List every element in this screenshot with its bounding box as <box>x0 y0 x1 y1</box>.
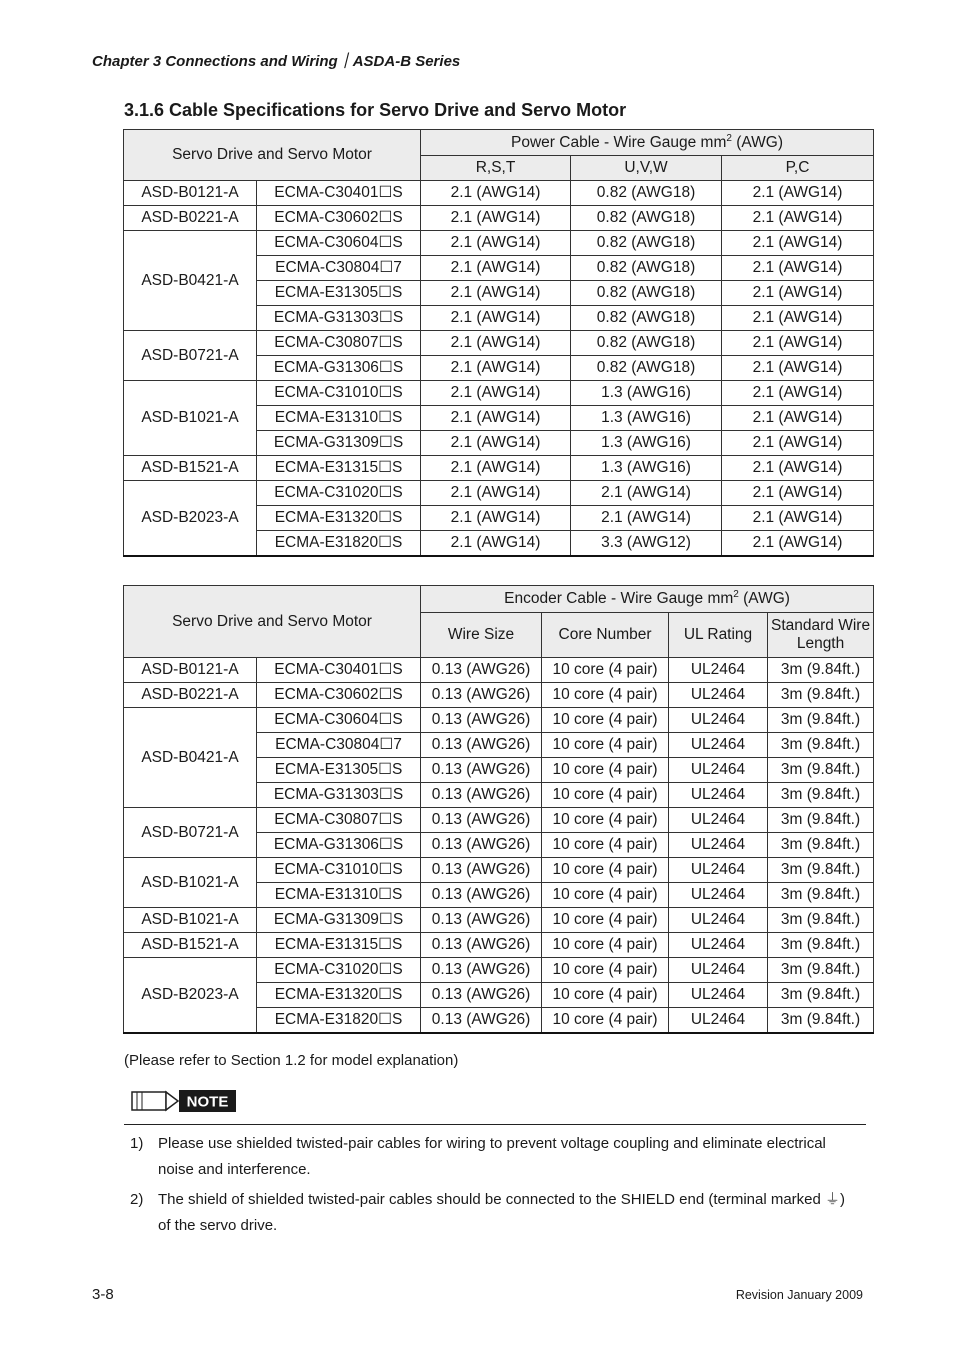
note-item-1 <box>130 1131 850 1183</box>
spec-cell: 3m (9.84ft.) <box>768 733 874 758</box>
table-row <box>124 231 874 256</box>
motor-model-cell: ECMA-E31315☐S <box>257 456 421 481</box>
table-row <box>124 908 874 933</box>
table-row <box>124 858 874 883</box>
column-header: U,V,W <box>571 156 722 181</box>
encoder-cable-table <box>123 585 874 1034</box>
spec-cell: UL2464 <box>669 708 768 733</box>
spec-cell: 0.13 (AWG26) <box>421 933 542 958</box>
spec-cell: 2.1 (AWG14) <box>722 331 874 356</box>
spec-cell: 10 core (4 pair) <box>542 933 669 958</box>
spec-cell: 2.1 (AWG14) <box>722 506 874 531</box>
table-row <box>124 933 874 958</box>
cable-header-sup: 2 <box>733 588 739 600</box>
chapter-header: Chapter 3 Connections and Wiring｜ASDA-B Series <box>92 53 461 70</box>
motor-model-cell: ECMA-C30602☐S <box>257 206 421 231</box>
motor-model-cell: ECMA-C30604☐S <box>257 708 421 733</box>
drive-model-cell: ASD-B0121-A <box>124 181 257 206</box>
spec-cell: 10 core (4 pair) <box>542 683 669 708</box>
column-header: Core Number <box>542 613 669 658</box>
spec-cell: 10 core (4 pair) <box>542 908 669 933</box>
cable-header-text: Power Cable - Wire Gauge mm <box>511 133 727 151</box>
table-row <box>124 481 874 506</box>
note-item-number: 2) <box>130 1191 144 1208</box>
spec-cell: 2.1 (AWG14) <box>722 381 874 406</box>
note-badge-icon <box>131 1089 237 1113</box>
page-number: 3-8 <box>92 1286 114 1303</box>
spec-cell: 0.13 (AWG26) <box>421 808 542 833</box>
motor-model-cell: ECMA-C30401☐S <box>257 181 421 206</box>
spec-cell: 2.1 (AWG14) <box>421 306 571 331</box>
drive-model-cell: ASD-B0421-A <box>124 708 257 808</box>
motor-model-cell: ECMA-G31303☐S <box>257 306 421 331</box>
drive-model-cell: ASD-B2023-A <box>124 958 257 1033</box>
motor-model-cell: ECMA-E31305☐S <box>257 281 421 306</box>
spec-cell: 0.13 (AWG26) <box>421 908 542 933</box>
table-row <box>124 658 874 683</box>
spec-cell: 0.13 (AWG26) <box>421 733 542 758</box>
spec-cell: 0.13 (AWG26) <box>421 758 542 783</box>
spec-cell: 0.13 (AWG26) <box>421 883 542 908</box>
spec-cell: 2.1 (AWG14) <box>722 231 874 256</box>
spec-cell: 0.82 (AWG18) <box>571 306 722 331</box>
spec-cell: UL2464 <box>669 958 768 983</box>
spec-cell: 3m (9.84ft.) <box>768 908 874 933</box>
spec-cell: 0.13 (AWG26) <box>421 708 542 733</box>
header-row <box>124 130 874 156</box>
column-header: Standard Wire Length <box>768 613 874 658</box>
motor-model-cell: ECMA-C30804☐7 <box>257 733 421 758</box>
cable-header-unit: (AWG) <box>731 133 784 151</box>
spec-cell: 2.1 (AWG14) <box>421 231 571 256</box>
drive-model-cell: ASD-B0421-A <box>124 231 257 331</box>
spec-cell: 2.1 (AWG14) <box>421 431 571 456</box>
spec-cell: 3m (9.84ft.) <box>768 983 874 1008</box>
spec-cell: 2.1 (AWG14) <box>421 381 571 406</box>
spec-cell: UL2464 <box>669 933 768 958</box>
spec-cell: 3m (9.84ft.) <box>768 883 874 908</box>
spec-cell: 2.1 (AWG14) <box>722 256 874 281</box>
spec-cell: 10 core (4 pair) <box>542 758 669 783</box>
motor-model-cell: ECMA-C30807☐S <box>257 331 421 356</box>
table-row <box>124 958 874 983</box>
note-item-text: The shield of shielded twisted-pair cables should be connected to the SHIELD end (terminal marked ⏚) of the servo drive. <box>158 1191 846 1234</box>
motor-model-cell: ECMA-C31010☐S <box>257 381 421 406</box>
spec-cell: 0.82 (AWG18) <box>571 181 722 206</box>
spec-cell: 2.1 (AWG14) <box>722 481 874 506</box>
spec-cell: 3m (9.84ft.) <box>768 658 874 683</box>
spec-cell: 0.82 (AWG18) <box>571 206 722 231</box>
revision-date: Revision January 2009 <box>735 1288 863 1302</box>
spec-cell: 3m (9.84ft.) <box>768 933 874 958</box>
spec-cell: 2.1 (AWG14) <box>722 281 874 306</box>
motor-model-cell: ECMA-C30804☐7 <box>257 256 421 281</box>
spec-cell: 2.1 (AWG14) <box>421 206 571 231</box>
spec-cell: 2.1 (AWG14) <box>421 506 571 531</box>
column-header: P,C <box>722 156 874 181</box>
spec-cell: 10 core (4 pair) <box>542 983 669 1008</box>
spec-cell: 10 core (4 pair) <box>542 958 669 983</box>
spec-cell: UL2464 <box>669 658 768 683</box>
spec-cell: 3m (9.84ft.) <box>768 833 874 858</box>
motor-model-cell: ECMA-C31020☐S <box>257 481 421 506</box>
column-header: Wire Size <box>421 613 542 658</box>
spec-cell: 0.82 (AWG18) <box>571 231 722 256</box>
drive-model-cell: ASD-B0721-A <box>124 331 257 381</box>
motor-model-cell: ECMA-C30807☐S <box>257 808 421 833</box>
spec-cell: 3m (9.84ft.) <box>768 683 874 708</box>
spec-cell: 2.1 (AWG14) <box>421 406 571 431</box>
spec-cell: 0.13 (AWG26) <box>421 658 542 683</box>
table-row <box>124 708 874 733</box>
motor-model-cell: ECMA-G31306☐S <box>257 833 421 858</box>
drive-model-cell: ASD-B1521-A <box>124 456 257 481</box>
spec-cell: 0.82 (AWG18) <box>571 281 722 306</box>
group-header: Servo Drive and Servo Motor <box>124 130 421 181</box>
drive-model-cell: ASD-B1521-A <box>124 933 257 958</box>
spec-cell: 2.1 (AWG14) <box>421 331 571 356</box>
model-reference-note: (Please refer to Section 1.2 for model explanation) <box>124 1052 459 1069</box>
spec-cell: 0.13 (AWG26) <box>421 1008 542 1033</box>
spec-cell: 10 core (4 pair) <box>542 858 669 883</box>
spec-cell: 2.1 (AWG14) <box>722 206 874 231</box>
motor-model-cell: ECMA-E31310☐S <box>257 406 421 431</box>
cable-header <box>421 130 874 156</box>
spec-cell: 0.82 (AWG18) <box>571 256 722 281</box>
motor-model-cell: ECMA-G31306☐S <box>257 356 421 381</box>
spec-cell: 3m (9.84ft.) <box>768 758 874 783</box>
cable-header-text: Encoder Cable - Wire Gauge mm <box>504 590 734 607</box>
spec-cell: UL2464 <box>669 758 768 783</box>
cable-header-unit: (AWG) <box>738 590 790 607</box>
spec-cell: 10 core (4 pair) <box>542 733 669 758</box>
header-row <box>124 586 874 613</box>
spec-cell: 1.3 (AWG16) <box>571 406 722 431</box>
spec-cell: UL2464 <box>669 883 768 908</box>
spec-cell: 2.1 (AWG14) <box>421 281 571 306</box>
spec-cell: 2.1 (AWG14) <box>722 181 874 206</box>
spec-cell: 2.1 (AWG14) <box>421 531 571 556</box>
spec-cell: UL2464 <box>669 733 768 758</box>
spec-cell: 10 core (4 pair) <box>542 708 669 733</box>
motor-model-cell: ECMA-G31303☐S <box>257 783 421 808</box>
table-row <box>124 206 874 231</box>
spec-cell: 2.1 (AWG14) <box>421 481 571 506</box>
note-item-text: Please use shielded twisted-pair cables for wiring to prevent voltage coupling and eliminate electrical noise and interference. <box>158 1135 826 1178</box>
spec-cell: 2.1 (AWG14) <box>421 181 571 206</box>
spec-cell: 0.13 (AWG26) <box>421 958 542 983</box>
note-item-number: 1) <box>130 1135 144 1152</box>
spec-cell: 0.13 (AWG26) <box>421 683 542 708</box>
spec-cell: 1.3 (AWG16) <box>571 456 722 481</box>
motor-model-cell: ECMA-E31305☐S <box>257 758 421 783</box>
motor-model-cell: ECMA-E31320☐S <box>257 983 421 1008</box>
spec-cell: UL2464 <box>669 908 768 933</box>
spec-cell: 0.13 (AWG26) <box>421 858 542 883</box>
spec-cell: 2.1 (AWG14) <box>421 256 571 281</box>
spec-cell: 10 core (4 pair) <box>542 1008 669 1033</box>
spec-cell: 2.1 (AWG14) <box>722 306 874 331</box>
note-divider <box>124 1124 866 1125</box>
spec-cell: 0.82 (AWG18) <box>571 331 722 356</box>
spec-cell: UL2464 <box>669 808 768 833</box>
spec-cell: UL2464 <box>669 1008 768 1033</box>
motor-model-cell: ECMA-C31010☐S <box>257 858 421 883</box>
spec-cell: 10 core (4 pair) <box>542 808 669 833</box>
spec-cell: 2.1 (AWG14) <box>421 456 571 481</box>
spec-cell: 3m (9.84ft.) <box>768 783 874 808</box>
spec-cell: 3m (9.84ft.) <box>768 708 874 733</box>
table-row <box>124 181 874 206</box>
table-row <box>124 808 874 833</box>
spec-cell: 0.82 (AWG18) <box>571 356 722 381</box>
spec-cell: 2.1 (AWG14) <box>722 531 874 556</box>
table-row <box>124 331 874 356</box>
spec-cell: 0.13 (AWG26) <box>421 783 542 808</box>
spec-cell: 2.1 (AWG14) <box>722 456 874 481</box>
motor-model-cell: ECMA-C30401☐S <box>257 658 421 683</box>
spec-cell: 10 core (4 pair) <box>542 833 669 858</box>
motor-model-cell: ECMA-C31020☐S <box>257 958 421 983</box>
motor-model-cell: ECMA-E31315☐S <box>257 933 421 958</box>
drive-model-cell: ASD-B0221-A <box>124 683 257 708</box>
motor-model-cell: ECMA-G31309☐S <box>257 431 421 456</box>
motor-model-cell: ECMA-E31320☐S <box>257 506 421 531</box>
drive-model-cell: ASD-B1021-A <box>124 908 257 933</box>
spec-cell: 2.1 (AWG14) <box>722 406 874 431</box>
motor-model-cell: ECMA-C30604☐S <box>257 231 421 256</box>
spec-cell: 2.1 (AWG14) <box>722 431 874 456</box>
drive-model-cell: ASD-B1021-A <box>124 381 257 456</box>
spec-cell: UL2464 <box>669 833 768 858</box>
spec-cell: 3.3 (AWG12) <box>571 531 722 556</box>
section-title: 3.1.6 Cable Specifications for Servo Drive and Servo Motor <box>124 100 627 120</box>
drive-model-cell: ASD-B1021-A <box>124 858 257 908</box>
spec-cell: 0.13 (AWG26) <box>421 833 542 858</box>
spec-cell: 3m (9.84ft.) <box>768 808 874 833</box>
table-row <box>124 456 874 481</box>
motor-model-cell: ECMA-G31309☐S <box>257 908 421 933</box>
spec-cell: 2.1 (AWG14) <box>571 506 722 531</box>
spec-cell: 10 core (4 pair) <box>542 658 669 683</box>
group-header: Servo Drive and Servo Motor <box>124 586 421 658</box>
motor-model-cell: ECMA-E31820☐S <box>257 531 421 556</box>
spec-cell: 2.1 (AWG14) <box>571 481 722 506</box>
note-badge-label: NOTE <box>186 1093 229 1111</box>
cable-header <box>421 586 874 613</box>
spec-cell: UL2464 <box>669 783 768 808</box>
spec-cell: 2.1 (AWG14) <box>722 356 874 381</box>
cable-header-sup: 2 <box>726 132 732 144</box>
spec-cell: UL2464 <box>669 983 768 1008</box>
drive-model-cell: ASD-B0221-A <box>124 206 257 231</box>
spec-cell: 10 core (4 pair) <box>542 783 669 808</box>
spec-cell: 3m (9.84ft.) <box>768 1008 874 1033</box>
drive-model-cell: ASD-B0721-A <box>124 808 257 858</box>
column-header: UL Rating <box>669 613 768 658</box>
column-header: R,S,T <box>421 156 571 181</box>
spec-cell: 0.13 (AWG26) <box>421 983 542 1008</box>
spec-cell: 1.3 (AWG16) <box>571 381 722 406</box>
spec-cell: UL2464 <box>669 683 768 708</box>
drive-model-cell: ASD-B0121-A <box>124 658 257 683</box>
spec-cell: 3m (9.84ft.) <box>768 858 874 883</box>
spec-cell: 10 core (4 pair) <box>542 883 669 908</box>
power-cable-table <box>123 129 874 557</box>
spec-cell: 1.3 (AWG16) <box>571 431 722 456</box>
motor-model-cell: ECMA-E31820☐S <box>257 1008 421 1033</box>
table-row <box>124 381 874 406</box>
drive-model-cell: ASD-B2023-A <box>124 481 257 556</box>
note-item-2 <box>130 1187 850 1239</box>
spec-cell: 3m (9.84ft.) <box>768 958 874 983</box>
table-row <box>124 683 874 708</box>
spec-cell: 2.1 (AWG14) <box>421 356 571 381</box>
motor-model-cell: ECMA-C30602☐S <box>257 683 421 708</box>
spec-cell: UL2464 <box>669 858 768 883</box>
motor-model-cell: ECMA-E31310☐S <box>257 883 421 908</box>
